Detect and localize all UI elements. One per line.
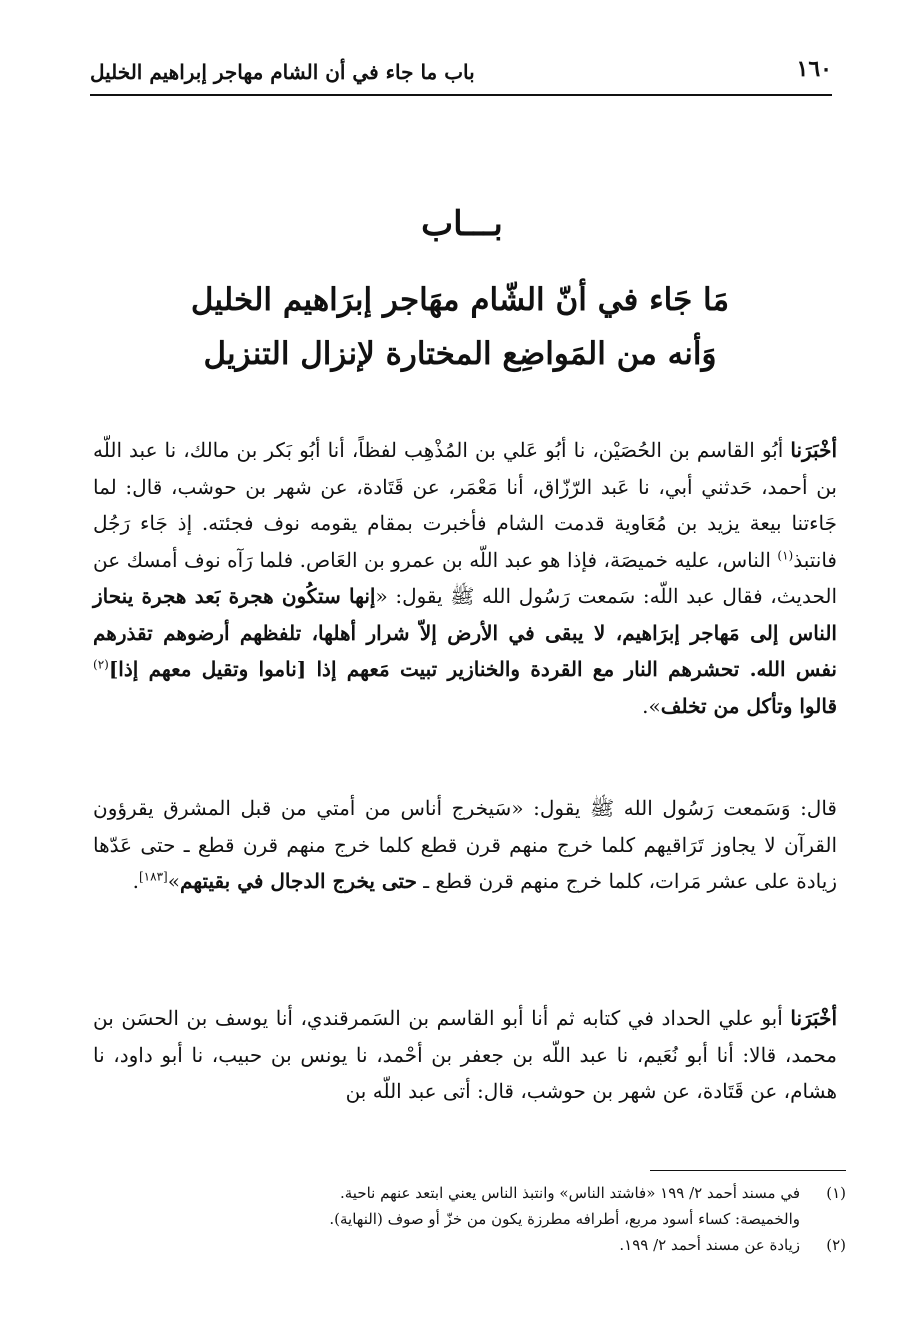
footnotes [180, 1180, 846, 1258]
footnote-marker-1: (١) [777, 547, 794, 562]
hadith-text-bold: حتى يخرج الدجال في بقيتهم [179, 869, 417, 893]
footnote-text: والخميصة: كساء أسود مربع، أطرافه مطرزة يكون من خزّ أو صوف (النهاية). [329, 1210, 800, 1228]
page-number: ١٦٠ [796, 56, 832, 82]
paragraph-2 [93, 790, 837, 900]
paragraph-text: الناس، عليه خميصَة، فإذا هو عبد اللّه بن عمرو بن العَاص. فلما رَآه نوف أمسك عن الحديث، فقال عبد اللّه: سَمعت رَسُول الله ﷺ يقول: « [93, 547, 838, 608]
paragraph-period: . [132, 869, 139, 893]
paragraph-text: قال: وَسَمعت رَسُول الله ﷺ يقول: «سَيخرج أناس من أمتي من قبل المشرق يقرؤون القرآن لا يجاوز تَرَاقيهم كلما خرج منهم قرن قطع كلما خرج منهم قرن قطع ـ حتى عَدّها زيادة على عشر مَرات، كلما خرج منهم قرن قطع ـ [93, 796, 837, 893]
chapter-title-line2: وَأنه من المَواضِع المختارة لإنزال التنزيل [203, 336, 717, 372]
chapter-title-line1: مَا جَاء في أنّ الشّام مهَاجر إبرَاهيم الخليل [190, 282, 730, 318]
chapter-label: بـــاب [421, 204, 503, 244]
footnote-number: (٢) [826, 1236, 846, 1254]
footnote-1-continuation [180, 1206, 846, 1232]
footnote-number: (١) [826, 1184, 846, 1202]
paragraph-lead-word: أخْبَرَنا [790, 1006, 837, 1030]
footnote-text: في مسند أحمد ٢/ ١٩٩ «فاشتد الناس» وانتبذ الناس يعني ابتعد عنهم ناحية. [340, 1184, 800, 1202]
footnote-1 [180, 1180, 846, 1206]
hadith-reference-number: [١٨٣] [138, 869, 168, 884]
footnote-marker-2: (٢) [93, 657, 109, 672]
quote-end: » [167, 869, 180, 893]
paragraph-text: أبُو القاسم بن الحُصَيْن، نا أبُو عَلي بن المُذْهِب لفظاً، أنا أبُو بَكر بن مالك، نا عبد اللّه بن أحمد، حَدثني أبي، نا عَبد الرّزّاق، أنا مَعْمَر، عن قَتَادة، عن شهر بن حوشب، قال: لما جَاءتنا بيعة يزيد بن مُعَاوية قدمت الشام فأخبرت بمقام يقومه نوف فجئته. إذ جَاء رَجُل فانتبذ [93, 438, 837, 572]
hadith-text-bold: قالوا وتأكل من تخلف [660, 693, 837, 718]
footnote-text: زيادة عن مسند أحمد ٢/ ١٩٩. [619, 1236, 800, 1254]
footnote-divider [650, 1170, 846, 1171]
hadith-text-bold: إنها ستكُون هجرة بَعد هجرة ينحاز الناس إلى مَهاجر إبرَاهيم، لا يبقى في الأرض إلاّ شرار أهلها، تلفظهم أرضوهم تقذرهم نفس الله. تحشرهم النار مع القردة والخنازير تبيت مَعهم إذا [ناموا وتقيل معهم إذا] [93, 584, 837, 681]
paragraph-lead-word: أخْبَرَنا [790, 438, 837, 462]
footnote-2 [180, 1232, 846, 1258]
quote-end: ». [642, 693, 661, 718]
paragraph-3 [93, 1000, 837, 1110]
paragraph-text: أبو علي الحداد في كتابه ثم أنا أبو القاسم بن السَمرقندي، أنا يوسف بن الحسَن بن محمد، قالا: أنا أبو نُعَيم، نا عبد اللّه بن جعفر بن أحْمد، نا يونس بن حبيب، نا أبو داود، نا هشام، عن قَتَادة، عن شهر بن حوشب، قال: أتى عبد اللّه بن [93, 1006, 837, 1103]
paragraph-1 [93, 432, 837, 724]
running-title: باب ما جاء في أن الشام مهاجر إبراهيم الخليل [90, 60, 475, 84]
running-header [90, 52, 832, 96]
